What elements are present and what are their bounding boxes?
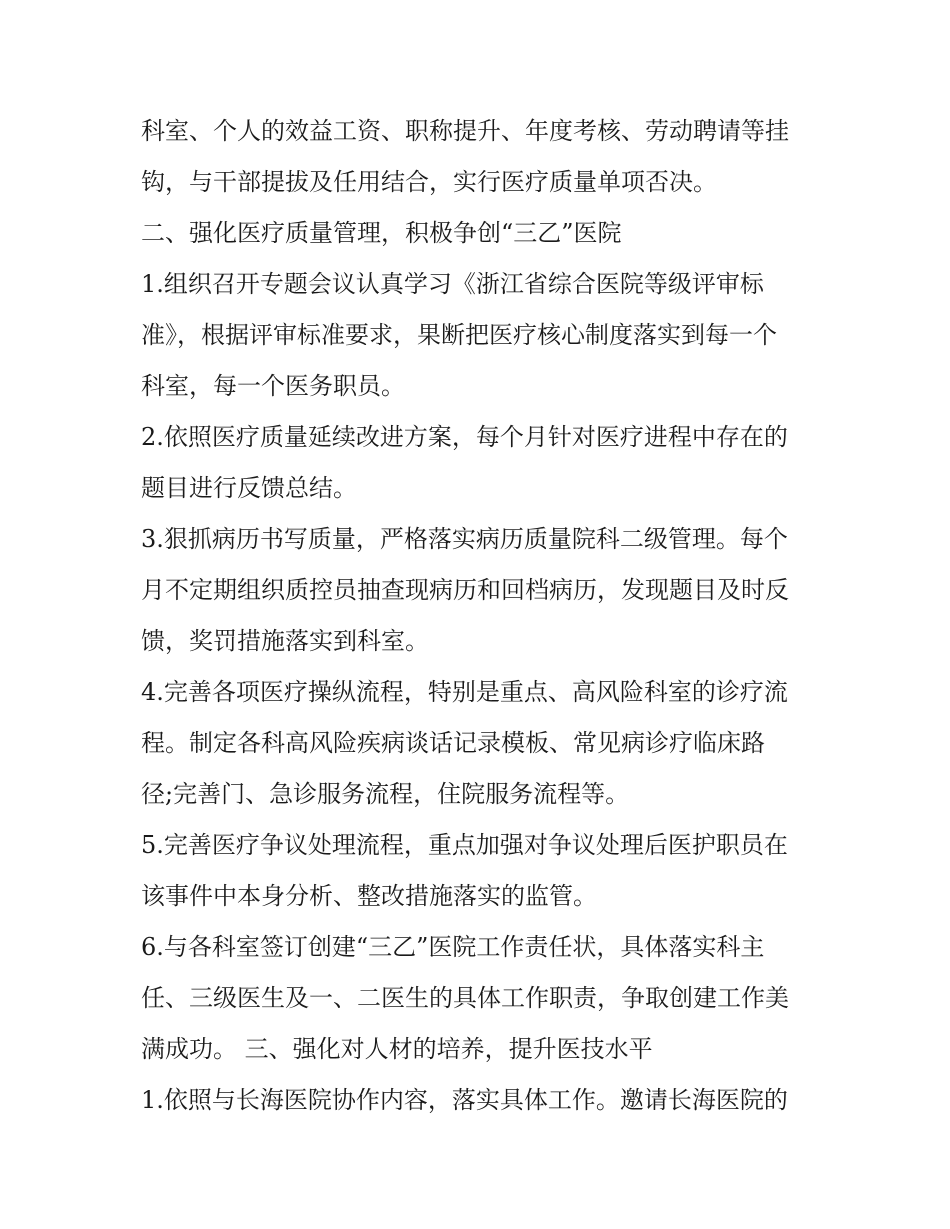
text-line: 月不定期组织质控员抽查现病历和回档病历，发现题目及时反 [141, 576, 789, 604]
text-line: 题目进行反馈总结。 [141, 474, 357, 502]
text-line: 任、三级医生及一、二医生的具体工作职责，争取创建工作美 [141, 984, 789, 1012]
text-line: 3.狠抓病历书写质量，严格落实病历质量院科二级管理。每个 [141, 525, 788, 553]
text-line: 1.依照与长海医院协作内容，落实具体工作。邀请长海医院的 [141, 1086, 788, 1114]
text-line: 科室、个人的效益工资、职称提升、年度考核、劳动聘请等挂 [141, 117, 789, 145]
text-line: 6.与各科室签订创建“三乙”医院工作责任状，具体落实科主 [141, 933, 765, 961]
text-line: 钩，与干部提拔及任用结合，实行医疗质量单项否决。 [141, 168, 717, 196]
text-line: 馈，奖罚措施落实到科室。 [141, 627, 429, 655]
text-line: 5.完善医疗争议处理流程，重点加强对争议处理后医护职员在 [141, 831, 788, 859]
text-line: 该事件中本身分析、整改措施落实的监管。 [141, 882, 597, 910]
text-line: 2.依照医疗质量延续改进方案，每个月针对医疗进程中存在的 [141, 423, 788, 451]
text-line: 科室，每一个医务职员。 [141, 372, 405, 400]
text-line: 1.组织召开专题会议认真学习《浙江省综合医院等级评审标 [141, 270, 764, 298]
text-line: 准》，根据评审标准要求，果断把医疗核心制度落实到每一个 [141, 321, 777, 349]
text-line: 程。制定各科高风险疾病谈话记录模板、常见病诊疗临床路 [141, 729, 765, 757]
text-line: 径;完善门、急诊服务流程，住院服务流程等。 [141, 780, 630, 808]
text-line: 满成功。 三、强化对人材的培养，提升医技水平 [141, 1035, 653, 1063]
section-heading: 二、强化医疗质量管理，积极争创“三乙”医院 [141, 219, 622, 247]
text-line: 4.完善各项医疗操纵流程，特别是重点、高风险科室的诊疗流 [141, 678, 788, 706]
document-body [141, 106, 821, 1126]
